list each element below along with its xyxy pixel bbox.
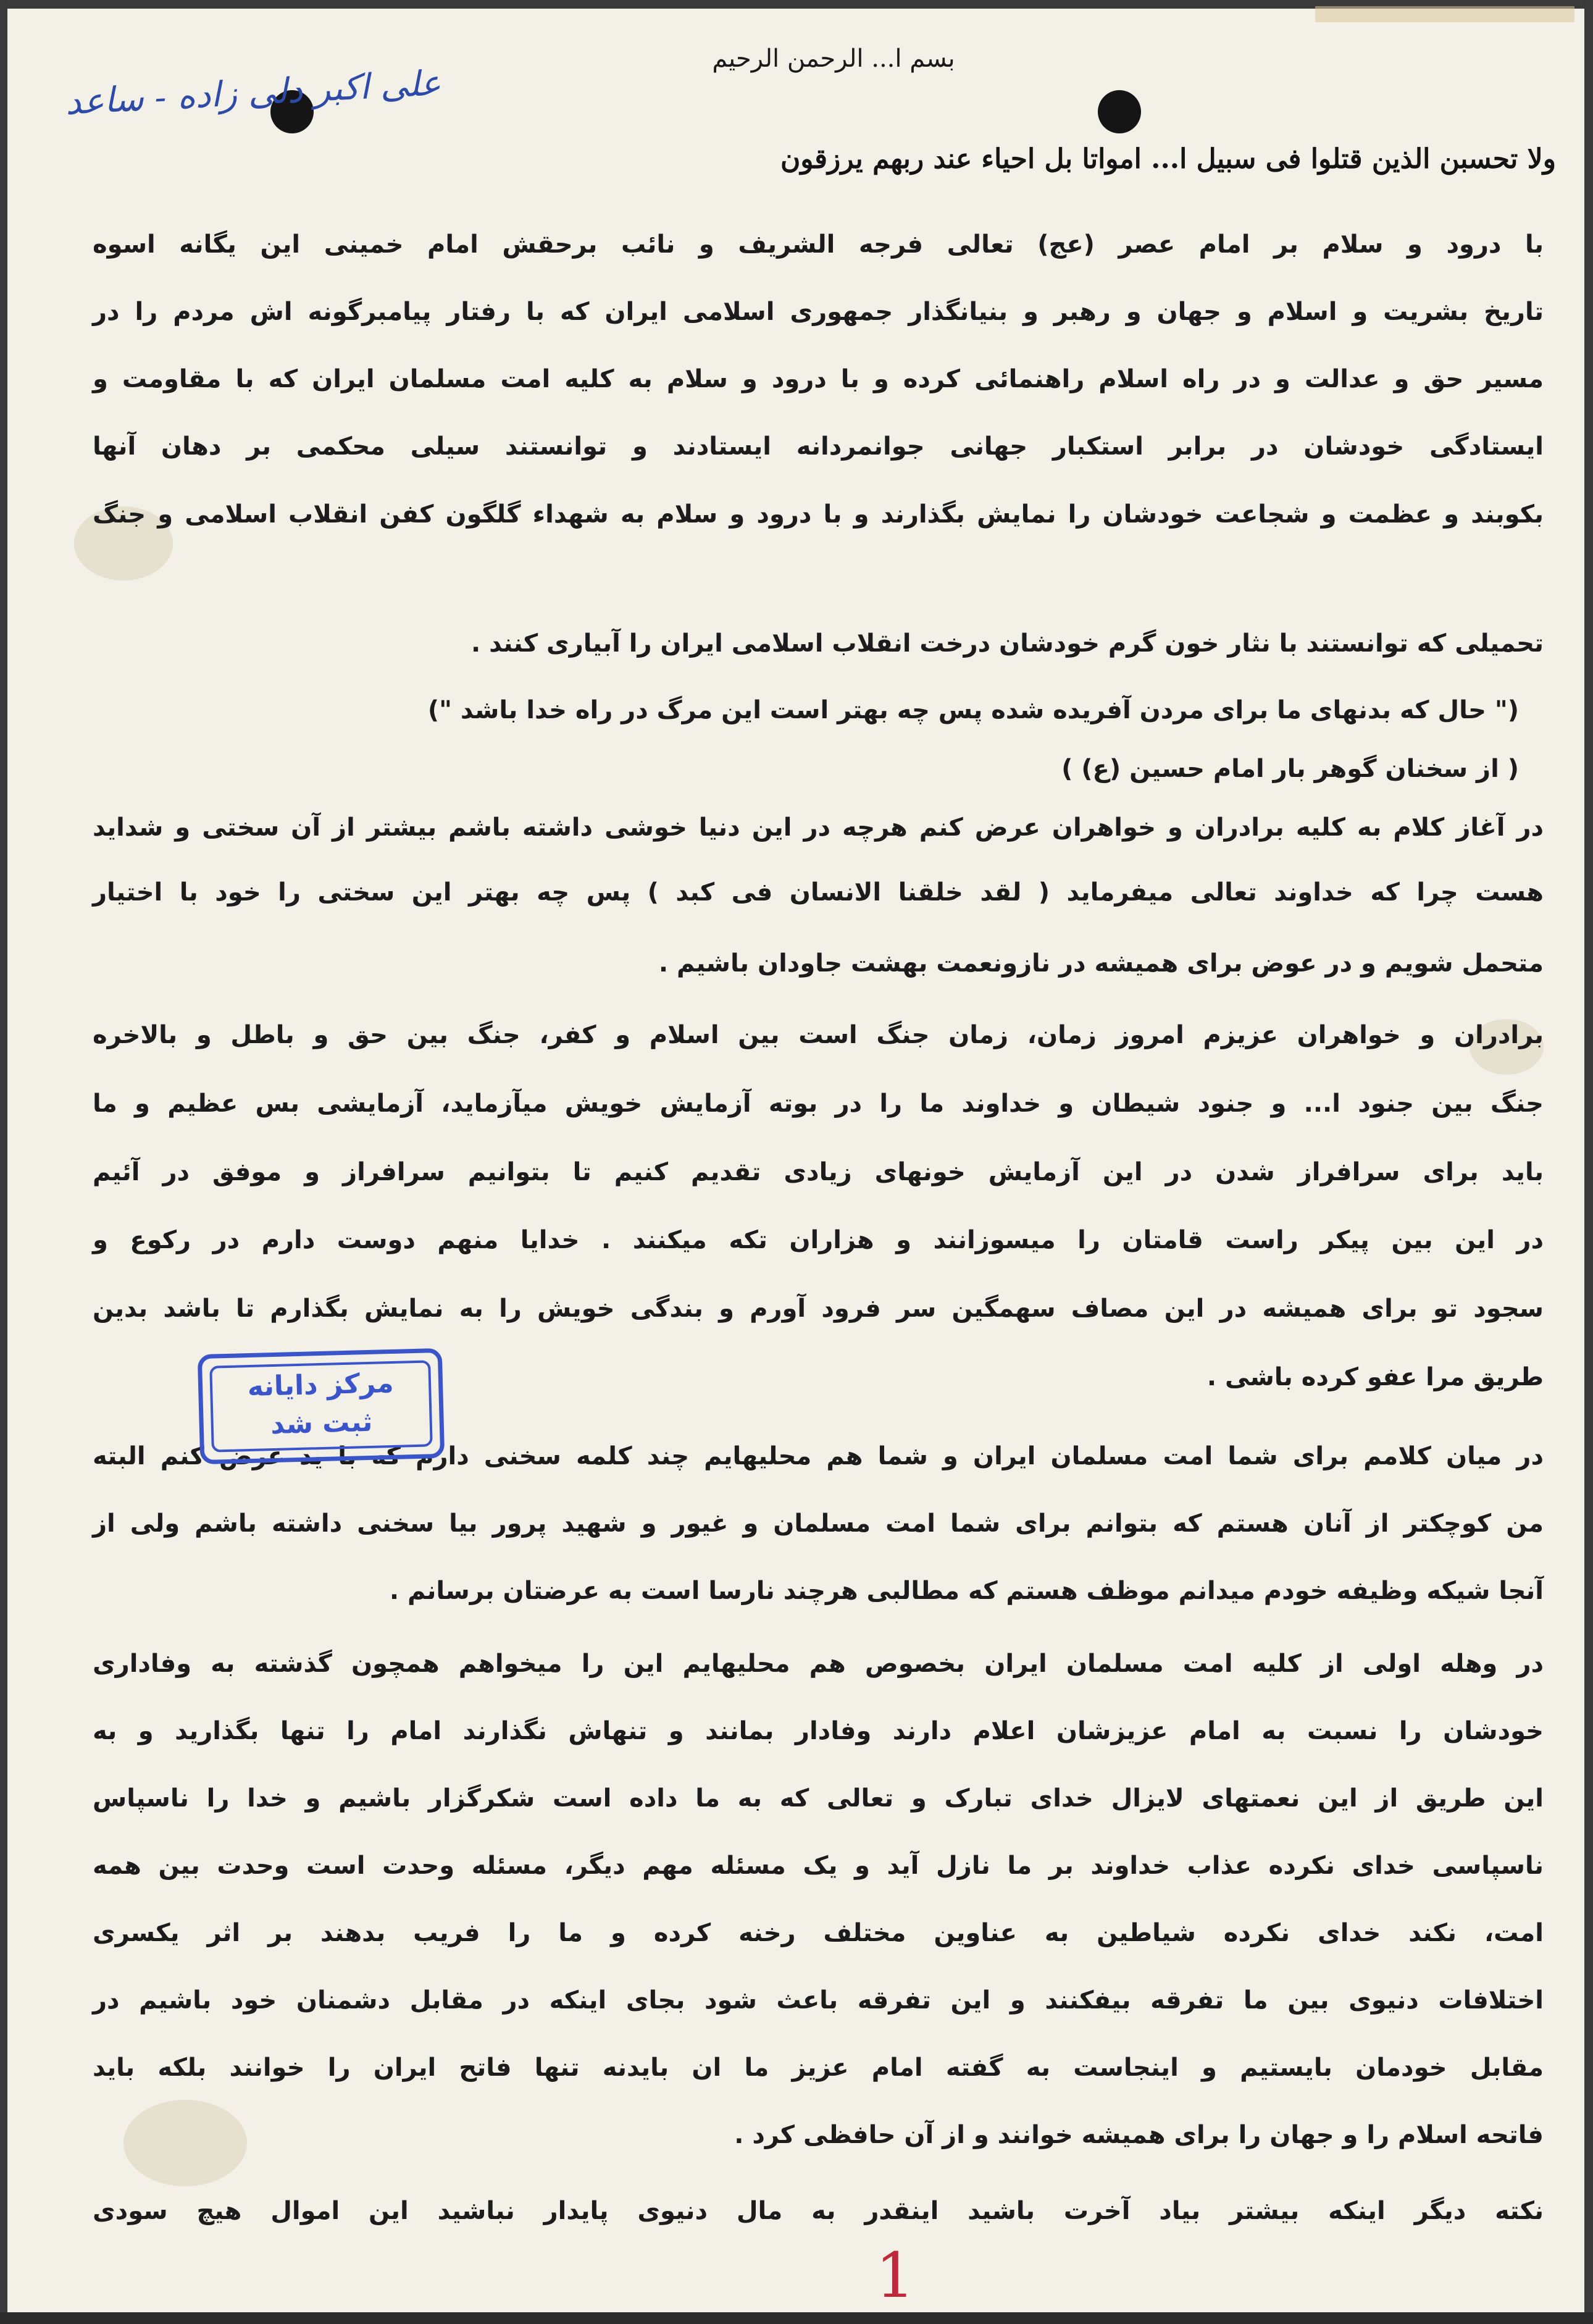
body-line: نکته دیگر اینکه بیشتر بیاد آخرت باشید اینقدر به مال دنیوی پایدار نباشید این اموال هیچ سودی — [93, 2197, 1544, 2225]
scan-edge-right — [1584, 0, 1593, 2324]
quote-attribution: ( از سخنان گوهر بار امام حسین (ع) ) — [1061, 755, 1519, 783]
body-line: امت، نکند خدای نکرده شیاطین به عناوین مختلف رخنه کرده و ما را فریب بدهند بر اثر یکسری — [93, 1919, 1544, 1947]
body-line: ایستادگی خودشان در برابر استکبار جهانی جوانمردانه ایستادند و توانستند سیلی محکمی بر دهان آنها — [93, 432, 1544, 461]
body-line: هست چرا که خداوند تعالی میفرماید ( لقد خلقنا الانسان فی کبد ) پس چه بهتر این سختی را خود با اختیار — [93, 878, 1544, 907]
body-line: بکوبند و عظمت و شجاعت خودشان را نمایش بگذارند و با درود و سلام به شهداء گلگون کفن انقلاب اسلامی و جنگ — [93, 500, 1544, 529]
scan-edge-left — [0, 0, 7, 2324]
quote-line: (" حال که بدنهای ما برای مردن آفریده شده پس چه بهتر است این مرگ در راه خدا باشد ") — [427, 696, 1519, 724]
body-line: مقابل خودمان بایستیم و اینجاست به گفته امام عزیز ما ان بایدنه تنها فاتح ایران را خوانند بلکه باید — [93, 2053, 1544, 2082]
body-line: متحمل شویم و در عوض برای همیشه در نازونعمت بهشت جاودان باشیم . — [658, 949, 1544, 978]
body-line: خودشان را نسبت به امام عزیزشان اعلام دارند وفادار بمانند و تنهاش نگذارند امام را تنها بگذارید و به — [93, 1717, 1544, 1745]
registration-stamp — [198, 1348, 445, 1464]
body-line: برادران و خواهران عزیزم امروز زمان، زمان جنگ است بین اسلام و کفر، جنگ بین حق و باطل و بالاخره — [93, 1021, 1544, 1049]
body-line: ناسپاسی خدای نکرده عذاب خداوند بر ما نازل آید و یک مسئله مهم دیگر، مسئله وحدت است وحدت بین همه — [93, 1852, 1544, 1880]
stamp-text-line-2: ثبت شد — [270, 1406, 373, 1441]
body-line: در این بین پیکر راست قامتان را میسوزانند و هزاران تکه میکنند . خدایا منهم دوست دارم در رکوع و — [93, 1226, 1544, 1254]
quran-verse: ولا تحسبن الذین قتلوا فی سبیل ا... امواتا بل احیاء عند ربهم یرزقون — [780, 143, 1556, 175]
body-line: اختلافات دنیوی بین ما تفرقه بیفکنند و این تفرقه باعث شود بجای اینکه در مقابل دشمنان خود باشیم در — [93, 1986, 1544, 2015]
body-line: در میان کلامم برای شما امت مسلمان ایران و شما هم محلیهایم چند کلمه سخنی دارم که با ید عرض کنم البته — [93, 1442, 1544, 1470]
body-line: در آغاز کلام به کلیه برادران و خواهران عرض کنم هرچه در این دنیا خوشی داشته باشم بیشتر از آن سختی و شداید — [93, 813, 1544, 842]
body-line: مسیر حق و عدالت و در راه اسلام راهنمائی کرده و با درود و سلام به کلیه امت مسلمان ایران که با مقاومت و — [93, 365, 1544, 393]
body-line: تاریخ بشریت و اسلام و جهان و رهبر و بنیانگذار جمهوری اسلامی ایران که با رفتار پیامبرگونه اش مردم را در — [93, 298, 1544, 326]
handwritten-signature: علی اکبر دلی زاده - ساعد — [64, 63, 442, 123]
bismillah-header: بسم ا... الرحمن الرحیم — [712, 44, 955, 73]
body-line: جنگ بین جنود ا... و جنود شیطان و خداوند ما را در بوته آزمایش خویش میآزماید، آزمایشی بس عظیم و ما — [93, 1089, 1544, 1118]
scan-edge-bottom — [0, 2312, 1593, 2324]
body-line: سجود تو برای همیشه در این مصاف سهمگین سر فرود آورم و بندگی خویش را به نمایش بگذارم تا باشد بدین — [93, 1294, 1544, 1323]
body-line: باید برای سرافراز شدن در این آزمایش خونهای زیادی تقدیم کنیم تا بتوانیم سرافراز و موفق در آئیم — [93, 1158, 1544, 1186]
tape-strip — [1315, 6, 1574, 22]
body-line: در وهله اولی از کلیه امت مسلمان ایران بخصوص هم محلیهایم این را میخواهم همچون گذشته به وفاداری — [93, 1650, 1544, 1678]
stamp-text-line-1: مرکز دایانه — [247, 1367, 395, 1403]
body-line: با درود و سلام بر امام عصر (عج) تعالی فرجه الشریف و نائب برحقش امام خمینی این یگانه اسوه — [93, 230, 1544, 259]
body-line: این طریق از این نعمتهای لایزال خدای تبارک و تعالی که به ما داده است شکرگزار باشیم و خدا را ناسپاس — [93, 1784, 1544, 1813]
body-line: من کوچکتر از آنان هستم که بتوانم برای شما امت مسلمان و غیور و شهید پرور بیا سخنی داشته باشم ولی از — [93, 1509, 1544, 1538]
punch-hole — [1098, 90, 1141, 133]
body-line: فاتحه اسلام را و جهان را برای همیشه خوانند و از آن حافظی کرد . — [734, 2121, 1544, 2149]
body-line: طریق مرا عفو کرده باشی . — [1206, 1363, 1544, 1391]
page-number: 1 — [876, 2239, 915, 2312]
body-line: آنجا شیکه وظیفه خودم میدانم موظف هستم که مطالبی هرچند نارسا است به عرضتان برسانم . — [389, 1577, 1544, 1605]
body-line: تحمیلی که توانستند با نثار خون گرم خودشان درخت انقلاب اسلامی ایران را آبیاری کنند . — [470, 629, 1544, 658]
